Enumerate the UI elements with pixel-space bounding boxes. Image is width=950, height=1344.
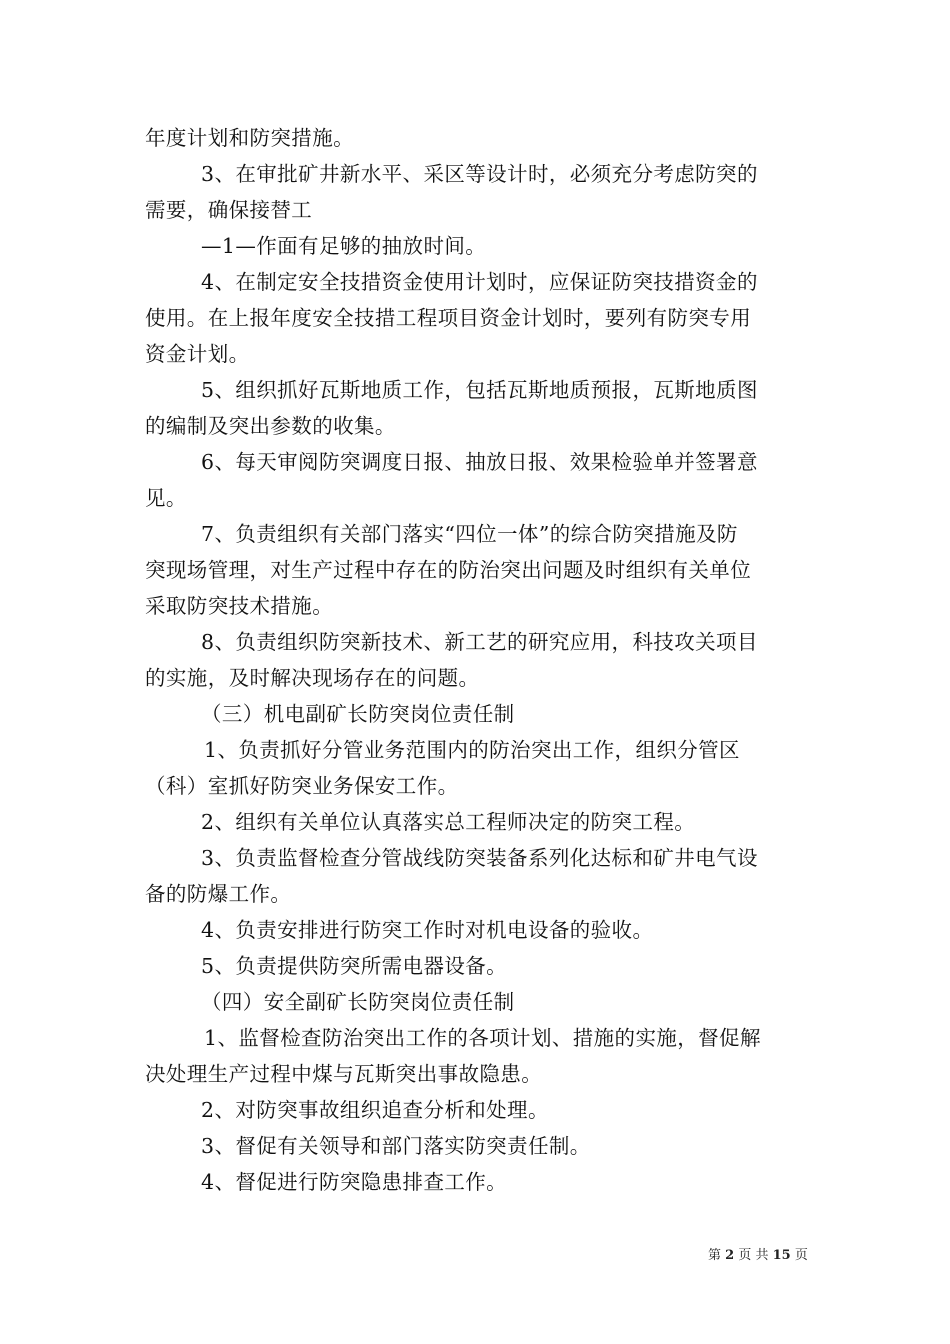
text-line: 见。 [145,486,187,510]
section-heading: （四）安全副矿长防突岗位责任制 [201,990,515,1014]
footer-suffix: 页 [794,1248,808,1263]
text-line: 5、负责提供防突所需电器设备。 [201,954,508,978]
text-line: 6、每天审阅防突调度日报、抽放日报、效果检验单并签署意 [201,450,758,474]
text-line: 4、负责安排进行防突工作时对机电设备的验收。 [201,918,654,942]
text-line: —1—作面有足够的抽放时间。 [201,234,487,258]
text-line: 3、负责监督检查分管战线防突装备系列化达标和矿井电气设 [201,846,758,870]
text-line: 突现场管理，对生产过程中存在的防治突出问题及时组织有关单位 [145,558,752,582]
current-page-number: 2 [725,1248,735,1263]
text-line: 3、督促有关领导和部门落实防突责任制。 [201,1134,591,1158]
text-line: （科）室抓好防突业务保安工作。 [145,774,459,798]
text-line: 年度计划和防突措施。 [145,126,354,150]
text-line: 4、在制定安全技措资金使用计划时，应保证防突技措资金的 [201,270,758,294]
text-line: 1、负责抓好分管业务范围内的防治突出工作，组织分管区 [204,738,740,762]
text-line: 7、负责组织有关部门落实“四位一体”的综合防突措施及防 [201,522,738,546]
text-line: 3、在审批矿井新水平、采区等设计时，必须充分考虑防突的 [201,162,758,186]
text-line: 使用。在上报年度安全技措工程项目资金计划时，要列有防突专用 [145,306,752,330]
text-line: 决处理生产过程中煤与瓦斯突出事故隐患。 [145,1062,543,1086]
text-line: 备的防爆工作。 [145,882,292,906]
footer-middle: 页 共 [738,1248,769,1263]
text-line: 1、监督检查防治突出工作的各项计划、措施的实施，督促解 [204,1026,761,1050]
text-line: 2、组织有关单位认真落实总工程师决定的防突工程。 [201,810,696,834]
section-heading: （三）机电副矿长防突岗位责任制 [201,702,515,726]
page-number-footer [708,1248,808,1264]
text-line: 2、对防突事故组织追查分析和处理。 [201,1098,549,1122]
text-line: 8、负责组织防突新技术、新工艺的研究应用，科技攻关项目 [201,630,758,654]
text-line: 5、组织抓好瓦斯地质工作，包括瓦斯地质预报，瓦斯地质图 [201,378,758,402]
text-line: 资金计划。 [145,342,250,366]
footer-prefix: 第 [708,1248,722,1263]
text-line: 采取防突技术措施。 [145,594,334,618]
text-line: 需要，确保接替工 [145,198,313,222]
total-page-count: 15 [772,1248,791,1263]
text-line: 4、督促进行防突隐患排查工作。 [201,1170,508,1194]
text-line: 的编制及突出参数的收集。 [145,414,396,438]
text-line: 的实施，及时解决现场存在的问题。 [145,666,480,690]
